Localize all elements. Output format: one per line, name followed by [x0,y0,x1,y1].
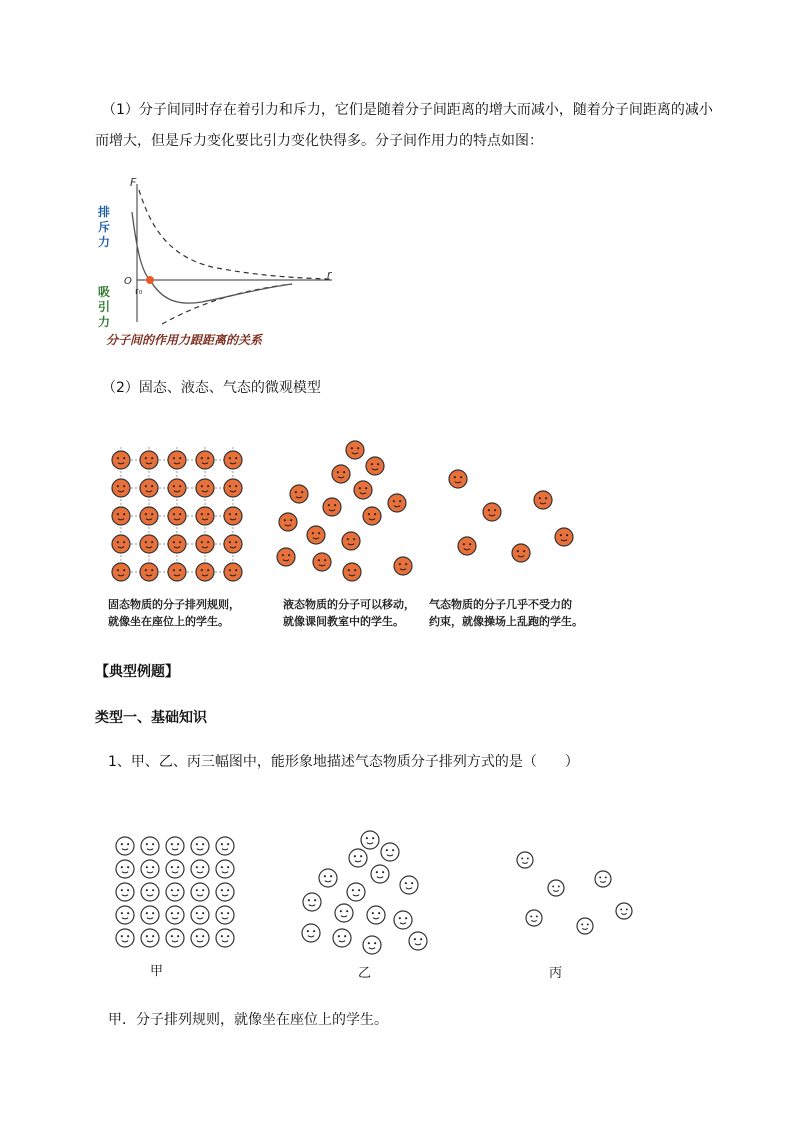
liquid-molecule [388,494,406,512]
solid-molecule [224,451,242,469]
liquid-molecule [332,465,350,483]
gas-molecule [534,491,552,509]
solid-molecule [224,563,242,581]
solid-molecule [168,535,186,553]
jia-molecule [141,906,159,924]
jia-molecule [166,906,184,924]
solid-molecule [168,451,186,469]
attraction-char-2: 引 [98,300,111,314]
repulsion-char-1: 排 [98,205,111,219]
jia-molecule [141,929,159,947]
solid-molecule [196,479,214,497]
liquid-molecule [279,513,297,531]
states-heading: （2）固态、液态、气态的微观模型 [102,380,321,396]
yi-molecule [409,932,427,950]
jia-molecule [166,883,184,901]
jia-molecule [216,929,234,947]
yi-molecule [349,849,367,867]
liquid-caption-line-1: 液态物质的分子可以移动， [283,598,415,611]
yi-molecule [363,936,381,954]
liquid-molecule [363,507,381,525]
solid-molecule [112,563,130,581]
jia-molecule [191,883,209,901]
liquid-molecule [346,441,364,459]
solid-molecule [224,535,242,553]
liquid-molecule [394,557,412,575]
figure-label-yi: 乙 [358,966,372,981]
jia-molecule [216,883,234,901]
yi-molecule [335,904,353,922]
state-models-figure [100,432,600,582]
force-distance-figure [92,172,352,350]
bing-molecule [526,910,542,926]
solid-molecule [112,507,130,525]
jia-molecule [166,929,184,947]
jia-molecule [191,837,209,855]
equilibrium-point [146,276,154,284]
solid-molecule [168,479,186,497]
jia-molecule [141,837,159,855]
attraction-curve [162,284,292,324]
origin-label: O [124,276,132,287]
yi-molecule [303,893,321,911]
solid-molecule [196,451,214,469]
solid-molecule [140,507,158,525]
intro-line-2: 而增大，但是斥力变化要比引力变化快得多。分子间作用力的特点如图： [95,133,543,149]
force-figure-caption: 分子间的作用力跟距离的关系 [106,333,263,347]
jia-molecule [166,860,184,878]
jia-molecule [216,906,234,924]
jia-molecule [116,929,134,947]
jia-molecule [191,860,209,878]
jia-molecule [216,860,234,878]
jia-molecule [116,883,134,901]
jia-molecule [166,837,184,855]
attraction-char-3: 力 [98,315,111,329]
question-figures [100,820,660,960]
figure-label-bing: 丙 [549,966,563,981]
solid-molecule [168,507,186,525]
gas-molecule [555,528,573,546]
type-heading: 类型一、基础知识 [95,710,207,726]
yi-molecule [371,865,389,883]
solid-molecule [112,479,130,497]
liquid-molecule [277,548,295,566]
repulsion-char-2: 斥 [98,220,111,234]
solid-molecule [224,507,242,525]
yi-molecule [394,911,412,929]
figure-label-jia: 甲 [150,964,164,979]
r0-label: r₀ [135,287,143,297]
bing-molecule [577,918,593,934]
yi-molecule [381,843,399,861]
solid-molecule [196,507,214,525]
solid-molecule [196,535,214,553]
liquid-molecule [307,526,325,544]
yi-molecule [333,929,351,947]
solid-molecule [140,563,158,581]
yi-molecule [302,924,320,942]
gas-molecule [512,544,530,562]
liquid-molecule [290,485,308,503]
solid-molecule [112,451,130,469]
bing-molecule [548,880,564,896]
gas-caption-line-1: 气态物质的分子几乎不受力的 [429,598,572,611]
section-heading: 【典型例题】 [95,664,179,680]
repulsion-char-3: 力 [98,235,111,249]
gas-molecule [449,470,467,488]
question-1: 1、甲、乙、丙三幅图中，能形象地描述气态物质分子排列方式的是（ ） [108,754,579,770]
gas-molecule [483,503,501,521]
jia-molecule [116,860,134,878]
yi-molecule [400,876,418,894]
liquid-molecule [354,481,372,499]
liquid-molecule [313,553,331,571]
resultant-force-curve [132,212,292,303]
liquid-molecule [343,563,361,581]
intro-line-1: （1）分子间同时存在着引力和斥力，它们是随着分子间距离的增大而减小，随着分子间距离的减小 [102,102,713,118]
liquid-caption-line-2: 就像课间教室中的学生。 [283,615,404,628]
jia-molecule [191,929,209,947]
f-axis-label: F [130,176,137,189]
jia-molecule [141,883,159,901]
solid-molecule [140,535,158,553]
solid-molecule [196,563,214,581]
jia-molecule [116,837,134,855]
liquid-molecule [342,532,360,550]
bing-molecule [595,871,611,887]
jia-molecule [141,860,159,878]
yi-molecule [361,831,379,849]
repulsion-curve [139,190,330,279]
solid-molecule [140,479,158,497]
yi-molecule [367,906,385,924]
bing-molecule [616,903,632,919]
solid-molecule [168,563,186,581]
jia-molecule [191,906,209,924]
jia-molecule [116,906,134,924]
yi-molecule [319,869,337,887]
gas-molecule [458,537,476,555]
solid-caption-line-1: 固态物质的分子排列规则， [108,598,240,611]
r-axis-label: r [327,268,332,281]
gas-caption-line-2: 约束，就像操场上乱跑的学生。 [429,615,583,628]
liquid-molecule [323,498,341,516]
option-a: 甲．分子排列规则，就像坐在座位上的学生。 [108,1012,388,1028]
bing-molecule [517,852,533,868]
solid-molecule [112,535,130,553]
solid-caption-line-2: 就像坐在座位上的学生。 [108,615,229,628]
jia-molecule [216,837,234,855]
liquid-molecule [366,457,384,475]
solid-molecule [140,451,158,469]
yi-molecule [347,883,365,901]
solid-molecule [224,479,242,497]
attraction-char-1: 吸 [98,285,111,299]
